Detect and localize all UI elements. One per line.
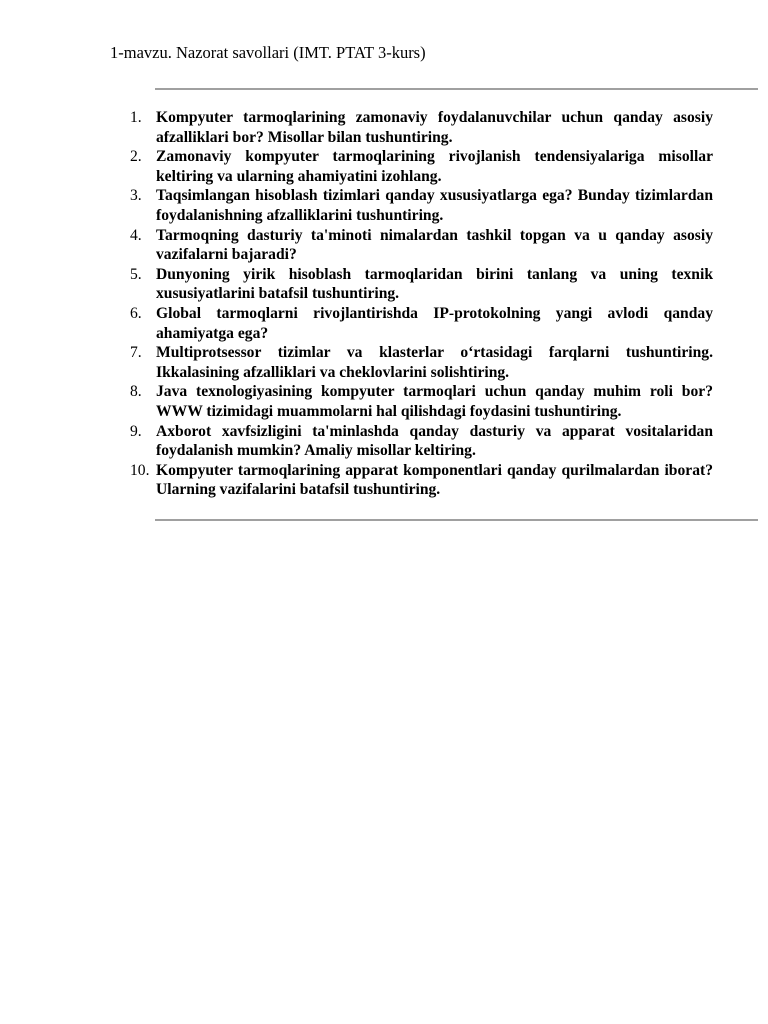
- question-item: [130, 147, 713, 186]
- question-item: [130, 226, 713, 265]
- question-item: [130, 343, 713, 382]
- question-text: Axborot xavfsizligini ta'minlashda qanday dasturiy va apparat vositalaridan foydalanish mumkin? Amaliy misollar keltiring.: [156, 422, 713, 460]
- question-text: Kompyuter tarmoqlarining apparat komponentlari qanday qurilmalardan iborat? Ularning vazifalarini batafsil tushuntiring.: [156, 461, 713, 499]
- question-text: Kompyuter tarmoqlarining zamonaviy foydalanuvchilar uchun qanday asosiy afzalliklari bor? Misollar bilan tushuntiring.: [156, 109, 713, 146]
- question-text: Zamonaviy kompyuter tarmoqlarining rivojlanish tendensiyalariga misollar keltiring va ularning ahamiyatini izohlang.: [156, 148, 713, 185]
- question-item: [130, 461, 713, 500]
- question-number: 8.: [130, 383, 142, 401]
- page-title: 1-mavzu. Nazorat savollari (IMT. PTAT 3-kurs): [110, 43, 426, 62]
- question-text: Multiprotsessor tizimlar va klasterlar o‘rtasidagi farqlarni tushuntiring. Ikkalasining afzalliklari va cheklovlarini solishtiring.: [156, 344, 713, 381]
- question-number: 3.: [130, 187, 142, 205]
- question-number: 10.: [130, 461, 150, 479]
- bottom-divider: [155, 519, 758, 521]
- question-text: Dunyoning yirik hisoblash tarmoqlaridan birini tanlang va uning texnik xususiyatlarini batafsil tushuntiring.: [156, 265, 713, 303]
- question-number: 2.: [130, 148, 142, 166]
- question-item: [130, 108, 713, 147]
- question-number: 1.: [130, 109, 142, 126]
- question-item: [130, 304, 713, 343]
- question-list: [130, 108, 713, 500]
- question-text: Java texnologiyasining kompyuter tarmoqlari uchun qanday muhim roli bor? WWW tizimidagi muammolarni hal qilishdagi foydasini tushuntiring.: [156, 383, 713, 420]
- question-number: 6.: [130, 304, 142, 322]
- question-number: 9.: [130, 422, 142, 440]
- question-item: [130, 382, 713, 421]
- question-number: 4.: [130, 226, 142, 244]
- question-text: Global tarmoqlarni rivojlantirishda IP-protokolning yangi avlodi qanday ahamiyatga ega?: [156, 304, 713, 342]
- question-text: Taqsimlangan hisoblash tizimlari qanday xususiyatlarga ega? Bunday tizimlardan foydalanishning afzalliklarini tushuntiring.: [156, 187, 713, 224]
- top-divider: [155, 88, 758, 90]
- question-number: 7.: [130, 344, 142, 362]
- question-text: Tarmoqning dasturiy ta'minoti nimalardan tashkil topgan va u qanday asosiy vazifalarni bajaradi?: [156, 226, 713, 264]
- question-item: [130, 422, 713, 461]
- question-item: [130, 265, 713, 304]
- question-number: 5.: [130, 265, 142, 283]
- question-item: [130, 186, 713, 225]
